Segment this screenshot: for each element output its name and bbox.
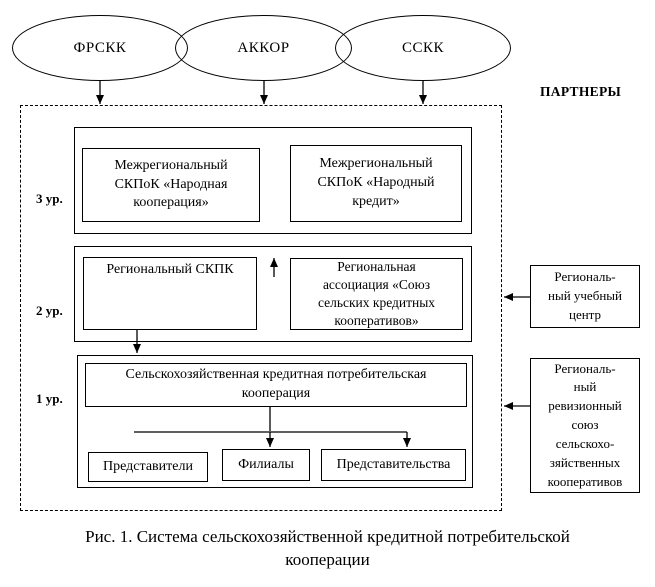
audit-union-line: сельскохо- xyxy=(555,435,615,451)
level3-right-box-line: СКПоК «Народный xyxy=(317,175,435,191)
level1-child-box-branches xyxy=(222,449,310,481)
partner-ellipse-akkor-label: АККОР xyxy=(237,39,290,56)
level3-left-box xyxy=(82,148,260,222)
audit-union-line: ный xyxy=(573,379,597,395)
level3-right-box xyxy=(290,145,462,222)
partner-ellipse-frskk xyxy=(12,15,188,81)
level1-child-box-rep-offices xyxy=(321,449,466,481)
training-center-line: Региональ- xyxy=(554,269,616,285)
level1-label: 1 ур. xyxy=(36,391,63,406)
figure-caption-line1: Рис. 1. Система сельскохозяйственной кредитной потребительской xyxy=(85,527,570,546)
partners-heading: ПАРТНЕРЫ xyxy=(540,84,622,99)
audit-union-line: ревизионный xyxy=(548,398,622,414)
level2-right-box-line: кооперативов» xyxy=(334,312,419,328)
figure-caption xyxy=(0,526,655,572)
level3-left-box-line: Межрегиональный xyxy=(114,157,228,173)
level1-child-label: Представители xyxy=(103,458,193,474)
level2-right-box-line: сельских кредитных xyxy=(317,295,436,310)
level1-main-box-line: кооперация xyxy=(241,386,311,401)
audit-union-line: союз xyxy=(571,417,599,433)
level2-right-box-line: Региональная xyxy=(337,259,416,275)
training-center-box xyxy=(530,265,640,328)
level3-right-box-line: Межрегиональный xyxy=(319,156,433,172)
level2-left-box xyxy=(83,257,257,330)
level1-child-label: Представительства xyxy=(336,456,451,472)
level1-child-box-representatives xyxy=(88,452,208,482)
figure-caption-line2: кооперации xyxy=(285,549,370,569)
level2-left-box-label: Региональный СКПК xyxy=(106,262,234,277)
level1-main-box xyxy=(85,363,467,407)
partner-ellipse-frskk-label: ФРСКК xyxy=(73,39,127,56)
training-center-line: центр xyxy=(568,306,602,322)
level3-label: 3 ур. xyxy=(36,191,63,206)
partner-ellipse-sskk xyxy=(335,15,511,81)
audit-union-line: зяйственных xyxy=(549,454,621,470)
level1-main-box-line: Сельскохозяйственная кредитная потребительская xyxy=(125,367,427,383)
level2-right-box xyxy=(290,258,463,330)
level3-left-box-line: кооперация» xyxy=(133,195,209,211)
level2-right-box-line: ассоциация «Союз xyxy=(322,277,431,293)
level3-left-box-line: СКПоК «Народная xyxy=(114,176,228,192)
level1-child-label: Филиалы xyxy=(238,456,294,472)
training-center-line: ный учебный xyxy=(548,288,622,304)
audit-union-line: кооперативов xyxy=(547,473,623,489)
audit-union-box xyxy=(530,358,640,493)
partner-ellipse-akkor xyxy=(175,15,352,81)
partner-ellipse-sskk-label: ССКК xyxy=(401,39,445,56)
level3-right-box-line: кредит» xyxy=(352,193,400,209)
level2-label: 2 ур. xyxy=(36,303,63,318)
audit-union-line: Региональ- xyxy=(554,360,616,376)
